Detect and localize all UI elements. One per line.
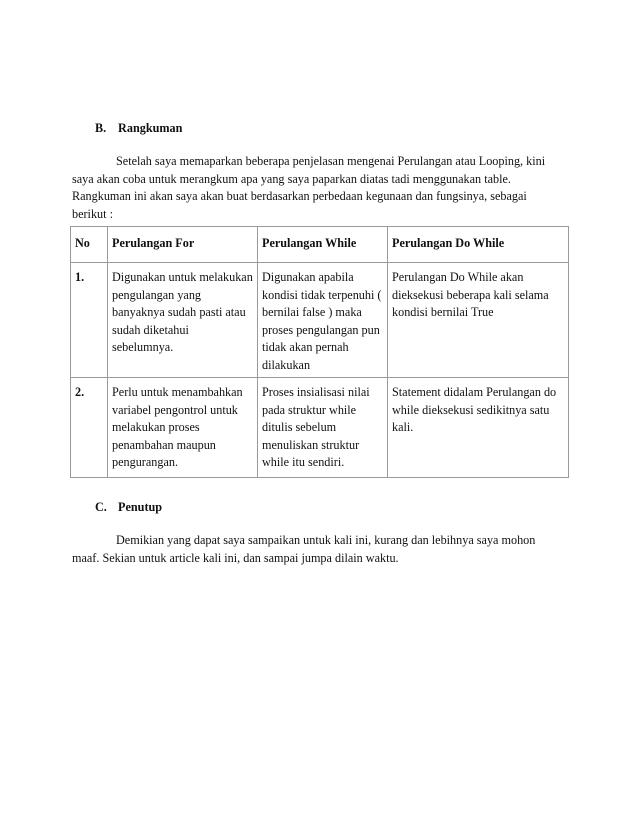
cell-no: 2. bbox=[71, 378, 108, 478]
table-row bbox=[71, 263, 569, 378]
cell-while: Digunakan apabila kondisi tidak terpenuhi ( bernilai false ) maka proses pengulangan pun tidak akan pernah dilakukan bbox=[258, 263, 388, 378]
header-while: Perulangan While bbox=[258, 227, 388, 263]
cell-no: 1. bbox=[71, 263, 108, 378]
header-do-while: Perulangan Do While bbox=[388, 227, 569, 263]
table-row bbox=[71, 378, 569, 478]
cell-do-while: Statement didalam Perulangan do while dieksekusi sedikitnya satu kali. bbox=[388, 378, 569, 478]
table-header-row bbox=[71, 227, 569, 263]
header-no: No bbox=[71, 227, 108, 263]
section-c-title: Penutup bbox=[118, 500, 163, 514]
section-c-number: C. bbox=[95, 500, 107, 514]
header-for: Perulangan For bbox=[108, 227, 258, 263]
section-b-title: Rangkuman bbox=[118, 121, 183, 135]
section-b-paragraph: Setelah saya memaparkan beberapa penjelasan mengenai Perulangan atau Looping, kini saya akan coba untuk merangkum apa yang saya paparkan diatas tadi menggunakan table. Rangkuman ini akan saya akan buat berdasarkan perbedaan kegunaan dan fungsinya, sebagai berikut : bbox=[72, 154, 546, 221]
summary-table bbox=[70, 226, 569, 478]
section-c-heading bbox=[95, 499, 162, 517]
cell-do-while: Perulangan Do While akan dieksekusi beberapa kali selama kondisi bernilai True bbox=[388, 263, 569, 378]
section-b-heading bbox=[95, 120, 182, 138]
cell-while: Proses insialisasi nilai pada struktur while ditulis sebelum menuliskan struktur while itu sendiri. bbox=[258, 378, 388, 478]
cell-for: Perlu untuk menambahkan variabel pengontrol untuk melakukan proses penambahan maupun pengurangan. bbox=[108, 378, 258, 478]
section-c-paragraph: Demikian yang dapat saya sampaikan untuk kali ini, kurang dan lebihnya saya mohon maaf. Sekian untuk article kali ini, dan sampai jumpa dilain waktu. bbox=[72, 533, 536, 565]
cell-for: Digunakan untuk melakukan pengulangan yang banyaknya sudah pasti atau sudah diketahui sebelumnya. bbox=[108, 263, 258, 378]
section-b-number: B. bbox=[95, 121, 107, 135]
